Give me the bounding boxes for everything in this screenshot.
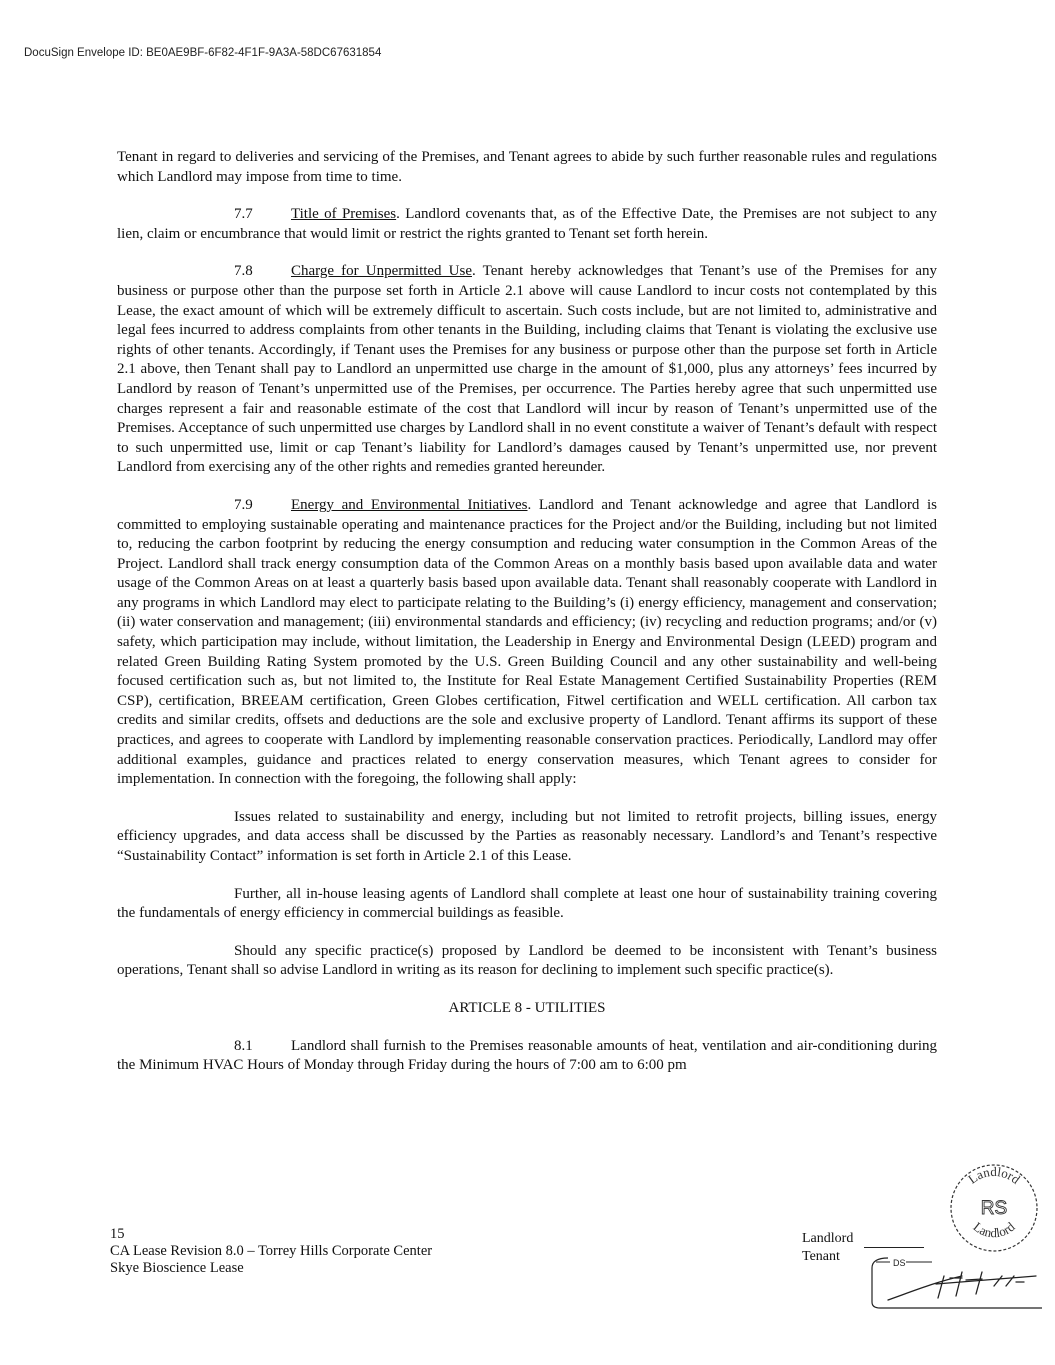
- section-8-1: [117, 1037, 937, 1076]
- section-text: . Landlord and Tenant acknowledge and agree that Landlord is committed to employing sustainable operating and maintenance practices for the Project and/or the Building, including but not limited to, reducing the carbon footprint by reducing the energy consumption and reducing water consumption in the Common Areas of the Project. Landlord shall track energy consumption data of the Common Areas on a monthly basis based upon available data and water usage of the Common Areas on at least a quarterly basis based upon available data. Tenant shall reasonably cooperate with Landlord in any programs in which Landlord may elect to participate relating to the Building’s (i) energy efficiency, management and conservation; (ii) water conservation and management; (iii) environmental standards and efficiency; (iv) recycling and reduction programs; and/or (v) safety, which participation may include, without limitation, the Leadership in Energy and Environmental Design (LEED) program and related Green Building Rating System promoted by the U.S. Green Building Council and any other sustainability and well-being focused certification such as, but not limited to, the Institute for Real Estate Management Certified Sustainability Properties (REM CSP), certification, BREEAM certification, Green Globes certification, Fitwel certification and WELL certification. All carbon tax credits and similar credits, offsets and deductions are the sole and exclusive property of Landlord. Tenant affirms its support of these practices, and agrees to cooperate with Landlord by implementing reasonable conservation practices. Periodically, Landlord may offer additional examples, guidance and practices related to energy conservation measures, which Tenant agrees to consider for implementation. In connection with the foregoing, the following shall apply:: [117, 496, 937, 788]
- landlord-initials-stamp: [948, 1162, 1040, 1254]
- stamp-initials: RS: [980, 1198, 1008, 1219]
- section-number: 8.1: [234, 1037, 253, 1054]
- section-number: 7.9: [234, 496, 253, 513]
- section-text: . Tenant hereby acknowledges that Tenant’s use of the Premises for any business or purpose other than the purpose set forth in Article 2.1 above will cause Landlord to incur costs not contemplated by this Lease, the exact amount of which will be extremely difficult to ascertain. Such costs include, but are not limited to, administrative and legal fees incurred to address complaints from other tenants in the Building, including claims that Tenant is violating the exclusive use rights of other tenants. Accordingly, if Tenant uses the Premises for any business or purpose other than the purpose set forth in Article 2.1 above, then Tenant shall pay to Landlord an unpermitted use charge in the amount of $1,000, plus any attorneys’ fees incurred by Landlord by reason of Tenant’s unpermitted use of the Premises, per occurrence. The Parties hereby agree that such unpermitted use charges represent a fair and reasonable estimate of the cost that Landlord will incur by reason of Tenant’s unpermitted use of the Premises. Acceptance of such unpermitted use charges by Landlord shall in no event constitute a waiver of Tenant’s default with respect to such unpermitted use, limit or cap Tenant’s liability for Landlord’s damages caused by Tenant’s unpermitted use, nor prevent Landlord from exercising any of the other rights and remedies granted hereunder.: [117, 263, 937, 476]
- stamp-top-text: Landlord: [965, 1163, 1024, 1187]
- section-text: Landlord shall furnish to the Premises reasonable amounts of heat, ventilation and air-conditioning during the Minimum HVAC Hours of Monday through Friday during the hours of 7:00 am to 6:00 pm: [117, 1037, 937, 1074]
- tenant-label: Tenant: [802, 1249, 840, 1264]
- document-body: [117, 148, 937, 1094]
- stamp-bottom-text: Landlord: [970, 1218, 1018, 1241]
- landlord-label: Landlord: [802, 1231, 854, 1246]
- paragraph-specific-practices: Should any specific practice(s) proposed by Landlord be deemed to be inconsistent with Tenant’s business operations, Tenant shall so advise Landlord in writing as its reason for declining to implement such specific practice(s).: [117, 942, 937, 979]
- section-7-8: [117, 262, 937, 478]
- section-7-9: [117, 496, 937, 790]
- paragraph-sustainability-issues: Issues related to sustainability and energy, including but not limited to retrofit projects, billing issues, energy efficiency upgrades, and data access shall be discussed by the Parties as reasonably necessary. Landlord’s and Tenant’s respective “Sustainability Contact” information is set forth in Article 2.1 of this Lease.: [117, 808, 937, 864]
- revision-line: CA Lease Revision 8.0 – Torrey Hills Corporate Center: [110, 1243, 433, 1259]
- section-number: 7.8: [234, 263, 253, 280]
- docusign-envelope-id: DocuSign Envelope ID: BE0AE9BF-6F82-4F1F-9A3A-58DC67631854: [24, 47, 382, 59]
- tenant-handwritten-initials: [888, 1272, 1036, 1300]
- paragraph-continued: Tenant in regard to deliveries and servicing of the Premises, and Tenant agrees to abide by such further reasonable rules and regulations which Landlord may impose from time to time.: [117, 149, 937, 185]
- section-title: Title of Premises: [291, 206, 397, 223]
- tenant-initials-box: [866, 1254, 1044, 1314]
- footer: [110, 1226, 432, 1277]
- section-number: 7.7: [234, 206, 253, 223]
- paragraph-leasing-agents: Further, all in-house leasing agents of Landlord shall complete at least one hour of sustainability training covering the fundamentals of energy efficiency in commercial buildings as feasible.: [117, 885, 937, 922]
- landlord-initials-blank: [864, 1233, 924, 1248]
- page-number: 15: [110, 1226, 125, 1242]
- section-title: Charge for Unpermitted Use: [291, 263, 472, 280]
- landlord-initials-line: [802, 1230, 924, 1248]
- article-heading: ARTICLE 8 - UTILITIES: [448, 999, 606, 1016]
- section-title: Energy and Environmental Initiatives: [291, 496, 528, 513]
- section-text: . Landlord covenants that, as of the Effective Date, the Premises are not subject to any lien, claim or encumbrance that would limit or restrict the rights granted to Tenant set forth herein.: [117, 206, 938, 242]
- lease-name: Skye Bioscience Lease: [110, 1260, 244, 1276]
- section-7-7: [117, 205, 937, 244]
- docusign-ds-label: DS: [893, 1258, 906, 1268]
